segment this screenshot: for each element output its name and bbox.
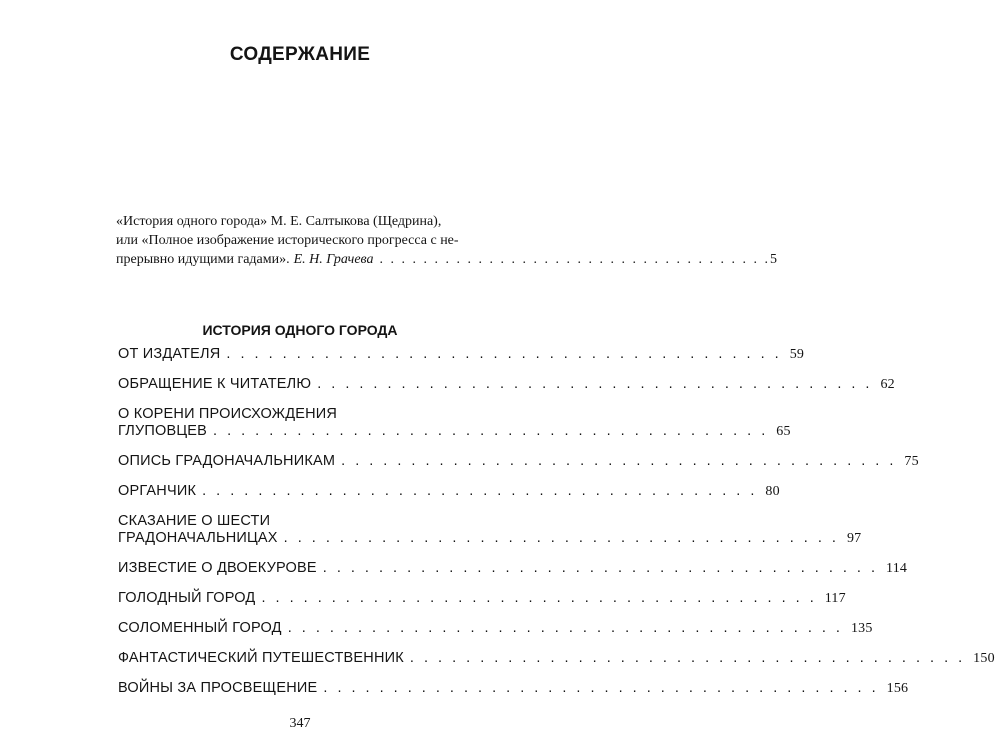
- toc-entry-page: 59: [789, 347, 805, 362]
- toc-entry-page: 75: [904, 454, 919, 469]
- toc-entry[interactable]: [118, 483, 780, 500]
- toc-list: [118, 346, 995, 710]
- toc-entry[interactable]: [118, 680, 909, 697]
- intro-line-3: [116, 250, 778, 269]
- toc-entry-title: ОТ ИЗДАТЕЛЯ: [118, 346, 221, 362]
- intro-entry[interactable]: [116, 212, 778, 269]
- toc-entry-page: 65: [776, 424, 791, 439]
- dot-leader: . . . . . . . . . . . . . . . . . . . . . . . . . . . . . . . . . . . . . . . .: [287, 620, 843, 636]
- intro-line-2: или «Полное изображение исторического прогресса с не-: [116, 233, 459, 248]
- page-number: 347: [289, 716, 311, 731]
- dot-leader: . . . . . . . . . . . . . . . . . . . . . . . . . . . . . . . . . . . . . . . .: [261, 590, 817, 606]
- toc-entry-title: ВОЙНЫ ЗА ПРОСВЕЩЕНИЕ: [118, 680, 318, 696]
- section-title: ИСТОРИЯ ОДНОГО ГОРОДА: [202, 322, 398, 338]
- toc-entry-title: ИЗВЕСТИЕ О ДВОЕКУРОВЕ: [118, 560, 317, 576]
- toc-entry[interactable]: [118, 590, 846, 607]
- dot-leader: . . . . . . . . . . . . . . . . . . . . . . . . . . . . . . . . . . . . . . . .: [323, 680, 879, 696]
- dot-leader: . . . . . . . . . . . . . . . . . . . . . . . . . . . . . . . . . . . . . . . .: [322, 560, 879, 576]
- toc-entry[interactable]: [118, 513, 862, 547]
- toc-entry-page: 117: [824, 591, 846, 606]
- intro-line-1: «История одного города» М. Е. Салтыкова (Щедрина),: [116, 214, 442, 229]
- toc-entry-page: 62: [880, 377, 895, 392]
- toc-entry-page: 135: [850, 621, 873, 636]
- toc-entry[interactable]: [118, 453, 919, 470]
- dot-leader: . . . . . . . . . . . . . . . . . . . . . . . . . . . . . . . . . . . . . . . .: [226, 346, 782, 362]
- toc-entry-title: ГЛУПОВЦЕВ: [118, 423, 208, 439]
- dot-leader: . . . . . . . . . . . . . . . . . . . . . . . . . . . . . . . . . . . . . . . .: [283, 530, 839, 546]
- toc-entry-page: 80: [765, 484, 780, 499]
- toc-entry-page: 97: [846, 531, 862, 546]
- toc-entry[interactable]: [118, 650, 995, 667]
- dot-leader: . . . . . . . . . . . . . . . . . . . . . . . . . . . . . . . . . . . . . . . .: [341, 453, 897, 469]
- toc-entry-page: 150: [973, 651, 995, 666]
- toc-entry-title: ГОЛОДНЫЙ ГОРОД: [118, 590, 256, 606]
- intro-line-3-text: прерывно идущими гадами».: [116, 252, 290, 267]
- toc-entry[interactable]: [118, 406, 791, 440]
- toc-entry-title: ОПИСЬ ГРАДОНАЧАЛЬНИКАМ: [118, 453, 336, 469]
- toc-entry-title: ГРАДОНАЧАЛЬНИЦАХ: [118, 530, 278, 546]
- toc-entry-title: СОЛОМЕННЫЙ ГОРОД: [118, 620, 282, 636]
- toc-entry[interactable]: [118, 620, 873, 637]
- dot-leader: . . . . . . . . . . . . . . . . . . . . . . . . . . . . . . . . . . . . . . . .: [409, 650, 966, 666]
- dot-leader: . . . . . . . . . . . . . . . . . . . . . . . . . . . . . . . . . . . . . . . .: [317, 376, 873, 392]
- toc-entry[interactable]: [118, 346, 805, 363]
- toc-entry-title-line1: О КОРЕНИ ПРОИСХОЖДЕНИЯ: [118, 406, 338, 422]
- dot-leader: . . . . . . . . . . . . . . . . . . . . . . . . . . . . . . . . . . . . . . . .: [202, 483, 758, 499]
- toc-entry-title: ОРГАНЧИК: [118, 483, 197, 499]
- toc-entry-page: 156: [886, 681, 909, 696]
- toc-entry-title: ОБРАЩЕНИЕ К ЧИТАТЕЛЮ: [118, 376, 312, 392]
- toc-entry[interactable]: [118, 376, 895, 393]
- dot-leader: . . . . . . . . . . . . . . . . . . . . . . . . . . . . . . . . . . . .: [379, 252, 771, 267]
- intro-author: Е. Н. Грачева: [293, 252, 374, 267]
- page-heading: СОДЕРЖАНИЕ: [229, 44, 371, 65]
- dot-leader: . . . . . . . . . . . . . . . . . . . . . . . . . . . . . . . . . . . . . . . .: [213, 423, 769, 439]
- toc-entry-page: 114: [886, 561, 908, 576]
- intro-page-number: 5: [770, 252, 778, 267]
- toc-entry-title: ФАНТАСТИЧЕСКИЙ ПУТЕШЕСТВЕННИК: [118, 650, 404, 666]
- toc-entry[interactable]: [118, 560, 908, 577]
- toc-entry-title-line1: СКАЗАНИЕ О ШЕСТИ: [118, 513, 271, 529]
